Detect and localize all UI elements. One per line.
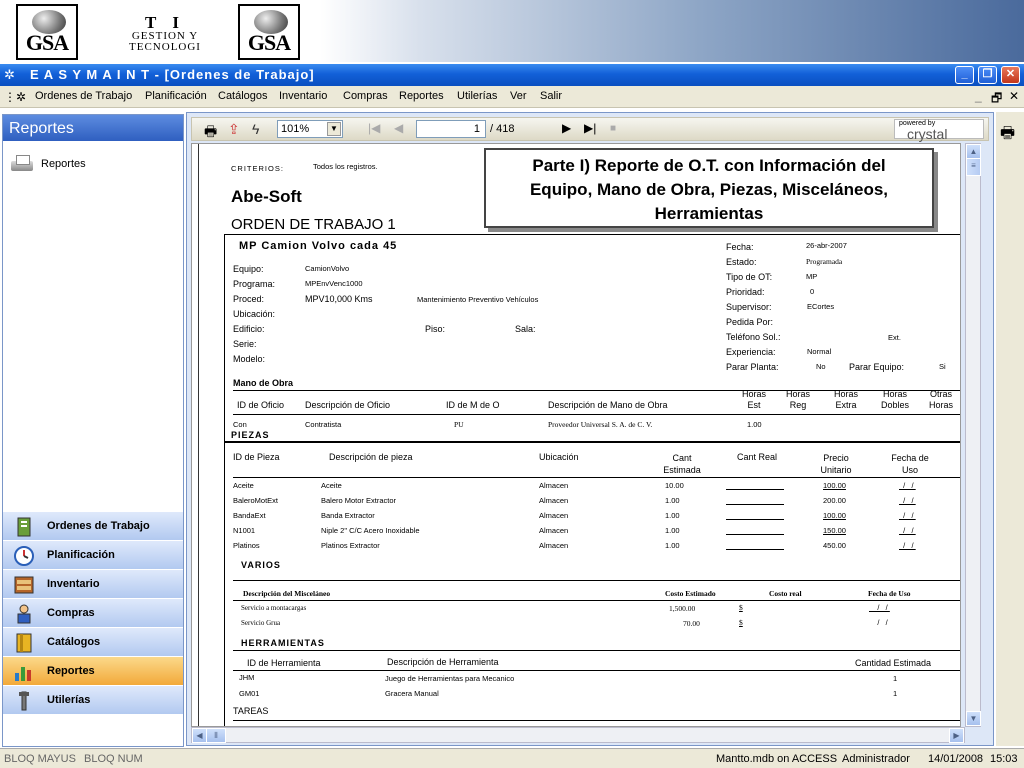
field-label: Edificio: bbox=[233, 324, 265, 334]
field-label: Estado: bbox=[726, 257, 757, 267]
criterios-label: CRITERIOS: bbox=[231, 164, 284, 173]
ot-title: ORDEN DE TRABAJO 1 bbox=[231, 216, 396, 233]
num-lock-indicator: BLOQ NUM bbox=[84, 753, 143, 765]
field-value: MPEnvVenc1000 bbox=[305, 279, 363, 288]
menu-planificacion[interactable]: Planificación bbox=[145, 90, 207, 102]
scroll-up-icon[interactable]: ▲ bbox=[966, 144, 981, 159]
parar-equipo-label: Parar Equipo: bbox=[849, 362, 905, 372]
chart-icon bbox=[13, 661, 35, 683]
piezas-cell: BaleroMotExt bbox=[233, 496, 279, 505]
last-page-icon[interactable]: ▶| bbox=[584, 121, 597, 135]
refresh-icon[interactable]: ϟ bbox=[252, 121, 260, 137]
mano-obra-header: Otras Horas bbox=[928, 389, 953, 410]
nav-label: Catálogos bbox=[47, 636, 101, 648]
crystal-logo bbox=[894, 119, 984, 142]
piezas-header: Cant Estimada bbox=[663, 453, 701, 475]
menu-reportes[interactable]: Reportes bbox=[399, 90, 444, 102]
piezas-cell: N1001 bbox=[233, 526, 256, 535]
field-value: MP bbox=[806, 272, 818, 281]
menu-ver[interactable]: Ver bbox=[510, 90, 527, 102]
field-value: MPV10,000 Kms bbox=[305, 294, 373, 304]
time-status: 15:03 bbox=[990, 753, 1018, 765]
herramientas-cell: 1 bbox=[893, 689, 898, 698]
field-value: No bbox=[816, 362, 826, 371]
task-title: MP Camion Volvo cada 45 bbox=[239, 240, 398, 252]
window-titlebar[interactable] bbox=[0, 64, 1024, 86]
page-number-input[interactable]: 1 bbox=[416, 120, 486, 138]
mano-obra-header: Horas Reg bbox=[785, 389, 810, 410]
clock-icon bbox=[13, 545, 35, 567]
varios-title: VARIOS bbox=[241, 560, 281, 570]
menu-compras[interactable]: Compras bbox=[343, 90, 388, 102]
user-status: Administrador bbox=[842, 753, 910, 765]
nav-label: Reportes bbox=[47, 665, 95, 677]
varios-header: Costo Estimado bbox=[665, 589, 716, 598]
zoom-value: 101% bbox=[281, 123, 310, 135]
prev-page-icon[interactable]: ◀ bbox=[394, 121, 404, 135]
herramientas-cell: JHM bbox=[239, 673, 255, 682]
field-label: Prioridad: bbox=[726, 287, 765, 297]
right-dock bbox=[996, 112, 1024, 746]
restore-button[interactable]: ❐ bbox=[978, 66, 997, 84]
buyer-icon bbox=[13, 603, 35, 625]
piezas-cell: Almacen bbox=[539, 481, 569, 490]
piezas-cell: BandaExt bbox=[233, 511, 266, 520]
vertical-scrollbar[interactable] bbox=[965, 143, 981, 727]
scroll-left-icon[interactable]: ◀ bbox=[192, 728, 207, 743]
callout-line1: Parte I) Reporte de O.T. con Información del bbox=[532, 156, 886, 175]
piezas-header: Descripción de pieza bbox=[329, 452, 413, 462]
piezas-cell: Aceite bbox=[321, 481, 342, 490]
field-label: Equipo: bbox=[233, 264, 264, 274]
herramientas-cell: GM01 bbox=[239, 689, 260, 698]
piezas-cell: 100.00 bbox=[823, 481, 846, 490]
folder-icon bbox=[13, 632, 35, 654]
work-order-icon bbox=[13, 516, 35, 538]
field-label: Parar Planta: bbox=[726, 362, 779, 372]
varios-cell: $ bbox=[739, 603, 743, 612]
company-name: Abe-Soft bbox=[231, 187, 302, 206]
zoom-select[interactable] bbox=[277, 120, 343, 138]
printer-icon[interactable]: 🖶 bbox=[1000, 125, 1016, 142]
report-canvas[interactable] bbox=[191, 143, 961, 727]
piso-label: Piso: bbox=[425, 324, 446, 334]
mano-obra-cell: 1.00 bbox=[747, 420, 762, 429]
piezas-cell: 1.00 bbox=[665, 496, 680, 505]
proced-description: Mantenimiento Preventivo Vehículos bbox=[417, 295, 539, 304]
varios-cell: 1,500.00 bbox=[669, 604, 696, 613]
criterios-value: Todos los registros. bbox=[313, 162, 378, 171]
mano-obra-header: Horas Est bbox=[741, 389, 766, 410]
gsa-logo-icon bbox=[238, 4, 300, 60]
mano-obra-cell: Proveedor Universal S. A. de C. V. bbox=[548, 420, 653, 429]
herramientas-header: ID de Herramienta bbox=[247, 658, 321, 668]
shelves-icon bbox=[13, 574, 35, 596]
next-page-icon[interactable]: ▶ bbox=[562, 121, 572, 135]
varios-cell: 70.00 bbox=[683, 619, 700, 628]
gsa-logo-icon bbox=[16, 4, 78, 60]
piezas-cell: 200.00 bbox=[823, 496, 846, 505]
window-title: E A S Y M A I N T - [Ordenes de Trabajo] bbox=[30, 67, 315, 82]
scroll-thumb[interactable]: ≡ bbox=[966, 158, 981, 176]
field-label: Supervisor: bbox=[726, 302, 772, 312]
menu-utilerias[interactable]: Utilerías bbox=[457, 90, 498, 102]
nav-label: Ordenes de Trabajo bbox=[47, 520, 150, 532]
callout-box bbox=[484, 148, 934, 228]
field-label: Modelo: bbox=[233, 354, 266, 364]
stop-icon[interactable]: ■ bbox=[610, 123, 617, 134]
crystal-brand-text: crystal bbox=[907, 126, 948, 142]
hscroll-thumb[interactable]: ⦀ bbox=[206, 728, 226, 743]
nav-reportes[interactable] bbox=[3, 656, 183, 685]
field-value: Normal bbox=[807, 347, 832, 356]
mano-obra-cell: Con bbox=[233, 420, 247, 429]
tools-icon bbox=[13, 690, 35, 712]
field-value: CamionVolvo bbox=[305, 264, 350, 273]
field-value: 26-abr-2007 bbox=[806, 241, 847, 250]
mano-obra-title: Mano de Obra bbox=[233, 378, 294, 388]
nav-list bbox=[3, 511, 183, 714]
field-label: Pedida Por: bbox=[726, 317, 774, 327]
menu-catalogos[interactable]: Catálogos bbox=[218, 90, 268, 102]
field-label: Tipo de OT: bbox=[726, 272, 773, 282]
nav-utilerias[interactable] bbox=[3, 685, 183, 714]
piezas-cell: Aceite bbox=[233, 481, 254, 490]
company-name bbox=[98, 14, 232, 53]
varios-cell: Servicio a montacargas bbox=[241, 604, 307, 612]
menu-salir[interactable]: Salir bbox=[540, 90, 563, 102]
logo-right-text: GSA bbox=[247, 30, 291, 55]
mano-obra-header: Horas Dobles bbox=[880, 389, 909, 410]
varios-header: Costo real bbox=[769, 589, 802, 598]
scroll-down-icon[interactable]: ▼ bbox=[966, 711, 981, 726]
nav-catalogos[interactable] bbox=[3, 627, 183, 656]
powered-by-text: powered by bbox=[899, 120, 936, 127]
scroll-right-icon[interactable]: ▶ bbox=[949, 728, 964, 743]
piezas-cell: Niple 2" C/C Acero Inoxidable bbox=[321, 526, 420, 535]
piezas-cell: Almacen bbox=[539, 526, 569, 535]
field-label: Teléfono Sol.: bbox=[726, 332, 781, 342]
field-label: Programa: bbox=[233, 279, 276, 289]
mano-obra-cell: PU bbox=[454, 420, 464, 429]
nav-label: Inventario bbox=[47, 578, 100, 590]
piezas-cell: 450.00 bbox=[823, 541, 846, 550]
field-value: 0 bbox=[810, 287, 815, 296]
status-bar bbox=[0, 748, 1024, 768]
piezas-cell: Almacen bbox=[539, 511, 569, 520]
varios-cell: $ bbox=[739, 618, 743, 627]
menu-inventario[interactable]: Inventario bbox=[279, 90, 328, 102]
close-button[interactable]: ✕ bbox=[1001, 66, 1020, 84]
piezas-cell: 10.00 bbox=[665, 481, 684, 490]
mano-obra-header: ID de M de O bbox=[446, 400, 500, 410]
printer-icon bbox=[9, 155, 35, 173]
ext-label: Ext. bbox=[888, 333, 901, 342]
sidebar-item-reportes[interactable] bbox=[9, 155, 86, 173]
mdi-minimize-icon[interactable]: _ bbox=[975, 89, 982, 103]
date-status: 14/01/2008 bbox=[928, 753, 984, 765]
mano-obra-header: Horas Extra bbox=[833, 389, 858, 410]
varios-header: Descripción del Misceláneo bbox=[243, 589, 331, 598]
piezas-cell: 100.00 bbox=[823, 511, 846, 520]
menu-app-icon[interactable]: ⋮✲ bbox=[4, 90, 27, 104]
page-total: / 418 bbox=[490, 123, 515, 135]
mano-obra-header: Descripción de Oficio bbox=[305, 400, 391, 410]
herramientas-cell: Gracera Manual bbox=[385, 689, 439, 698]
caps-lock-indicator: BLOQ MAYUS bbox=[4, 753, 76, 765]
piezas-cell: Platinos bbox=[233, 541, 260, 550]
piezas-cell: 1.00 bbox=[665, 526, 680, 535]
herramientas-header: Cantidad Estimada bbox=[855, 658, 932, 668]
varios-cell: Servicio Grua bbox=[241, 619, 281, 627]
menu-bar bbox=[0, 86, 1024, 108]
mano-obra-header: Descripción de Mano de Obra bbox=[548, 400, 668, 410]
herramientas-title: HERRAMIENTAS bbox=[241, 638, 325, 648]
first-page-icon[interactable]: |◀ bbox=[368, 121, 381, 135]
nav-ordenes-de-trabajo[interactable] bbox=[3, 511, 183, 540]
herramientas-cell: Juego de Herramientas para Mecanico bbox=[385, 674, 515, 683]
piezas-cell: Platinos Extractor bbox=[321, 541, 380, 550]
piezas-cell: 150.00 bbox=[823, 526, 846, 535]
nav-label: Planificación bbox=[47, 549, 115, 561]
field-label: Experiencia: bbox=[726, 347, 776, 357]
nav-planificacion[interactable] bbox=[3, 540, 183, 569]
field-label: Serie: bbox=[233, 339, 257, 349]
piezas-cell: Almacen bbox=[539, 541, 569, 550]
field-label: Ubicación: bbox=[233, 309, 276, 319]
tareas-title: TAREAS bbox=[233, 706, 269, 716]
company-line1: T I bbox=[145, 13, 185, 32]
company-line2: GESTION Y bbox=[131, 30, 199, 42]
mano-obra-cell: Contratista bbox=[305, 420, 342, 429]
report-viewer bbox=[186, 112, 994, 746]
field-label: Fecha: bbox=[726, 242, 754, 252]
sidebar bbox=[2, 114, 184, 747]
nav-label: Utilerías bbox=[47, 694, 91, 706]
minimize-button[interactable]: _ bbox=[955, 66, 974, 84]
mano-obra-header: ID de Oficio bbox=[237, 400, 285, 410]
mdi-close-icon[interactable]: ✕ bbox=[1009, 89, 1020, 103]
herramientas-header: Descripción de Herramienta bbox=[387, 657, 499, 667]
report-toolbar bbox=[191, 117, 989, 141]
field-value: Programada bbox=[806, 257, 843, 266]
piezas-cell: Balero Motor Extractor bbox=[321, 496, 397, 505]
sidebar-item-label: Reportes bbox=[41, 157, 86, 170]
piezas-header: Cant Real bbox=[737, 452, 778, 462]
callout-line3: Herramientas bbox=[654, 204, 764, 223]
horizontal-scrollbar[interactable] bbox=[191, 727, 965, 743]
menu-ordenes-de-trabajo[interactable]: Ordenes de Trabajo bbox=[35, 90, 133, 102]
piezas-title: PIEZAS bbox=[231, 430, 270, 440]
piezas-header: Precio Unitario bbox=[820, 453, 852, 475]
export-icon[interactable]: ⇪ bbox=[228, 121, 240, 137]
piezas-header: Ubicación bbox=[539, 452, 579, 462]
herramientas-cell: 1 bbox=[893, 674, 898, 683]
parar-equipo-value: Si bbox=[939, 362, 946, 371]
nav-compras[interactable] bbox=[3, 598, 183, 627]
field-label: Proced: bbox=[233, 294, 265, 304]
report-page: CRITERIOS: Todos los registros. Abe-Soft ORDEN DE TRABAJO 1 Parte I) Reporte de O.T. con Información del Equipo, Mano de Obra, Piezas, Misceláneos, Herramientas MP Camion Volvo cada 45 Equipo: CamionVolvo Programa: MPEnvVenc1000 Proced: MPV10,000 Kms Mantenimiento Preventivo Vehículos Ubicación: Edificio: Piso: Sala: Serie: Modelo: Fecha: 26-abr-2007 Estado: Programada Tipo de OT: MP Prioridad: 0 Supervisor: ECortes Pedida Por: Teléfono Sol.: Ext. Experiencia: Normal Parar Planta: No Parar Equipo: Si Mano de Obra ID de Oficio Descripción de Oficio ID de M de O Descripción de Mano de Obra Horas Est Horas Reg Horas Extra Horas Dobles Otras Horas Con Contratista PU Proveedor Universal S. A. de C. V. 1.00 PIEZAS ID de Pieza Descripción de pieza Ubicación Cant Estimada Cant Real Precio Unitario Fecha de Uso Aceite Aceite Almacen 10.00 100.00 / / BaleroMotExt Balero Motor Extractor Almacen 1.00 200.00 / / BandaExt Banda Extractor Almacen 1.00 100.00 / / N1001 Niple 2" C/C Acero Inoxidable Almacen 1.00 150.00 / / Platinos Platinos Extractor Almacen 1.00 450.00 / / VARIOS Descripción del Misceláneo Costo Estimado Costo real Fecha de Uso Servicio a montacargas 1,500.00 $ / / Servicio Grua 70.00 $ / / HERRAMIENTAS ID de Herramienta Descripción de Herramienta Cantidad Estimada JHM Juego de Herramientas para Mecanico 1 GM01 Gracera Manual 1 TAREAS bbox=[198, 144, 960, 727]
nav-inventario[interactable] bbox=[3, 569, 183, 598]
piezas-cell: Banda Extractor bbox=[321, 511, 375, 520]
field-value: ECortes bbox=[807, 302, 835, 311]
varios-header: Fecha de Uso bbox=[868, 589, 911, 598]
print-icon[interactable]: 🖶 bbox=[204, 123, 218, 139]
sidebar-title: Reportes bbox=[3, 115, 183, 141]
nav-label: Compras bbox=[47, 607, 95, 619]
piezas-cell: Almacen bbox=[539, 496, 569, 505]
logo-left-text: GSA bbox=[25, 30, 69, 55]
piezas-cell: 1.00 bbox=[665, 541, 680, 550]
app-icon: ✲ bbox=[4, 67, 15, 82]
app-banner bbox=[0, 0, 1024, 62]
callout-line2: Equipo, Mano de Obra, Piezas, Misceláneos, bbox=[529, 180, 889, 199]
piezas-cell: 1.00 bbox=[665, 511, 680, 520]
piezas-header: ID de Pieza bbox=[233, 452, 280, 462]
chevron-down-icon[interactable]: ▼ bbox=[327, 122, 341, 136]
sala-label: Sala: bbox=[515, 324, 536, 334]
database-status: Mantto.mdb on ACCESS bbox=[716, 753, 838, 765]
company-line3: TECNOLOGI bbox=[129, 41, 201, 53]
mdi-restore-icon[interactable]: 🗗 bbox=[991, 91, 1003, 105]
piezas-header: Fecha de Uso bbox=[891, 453, 929, 475]
